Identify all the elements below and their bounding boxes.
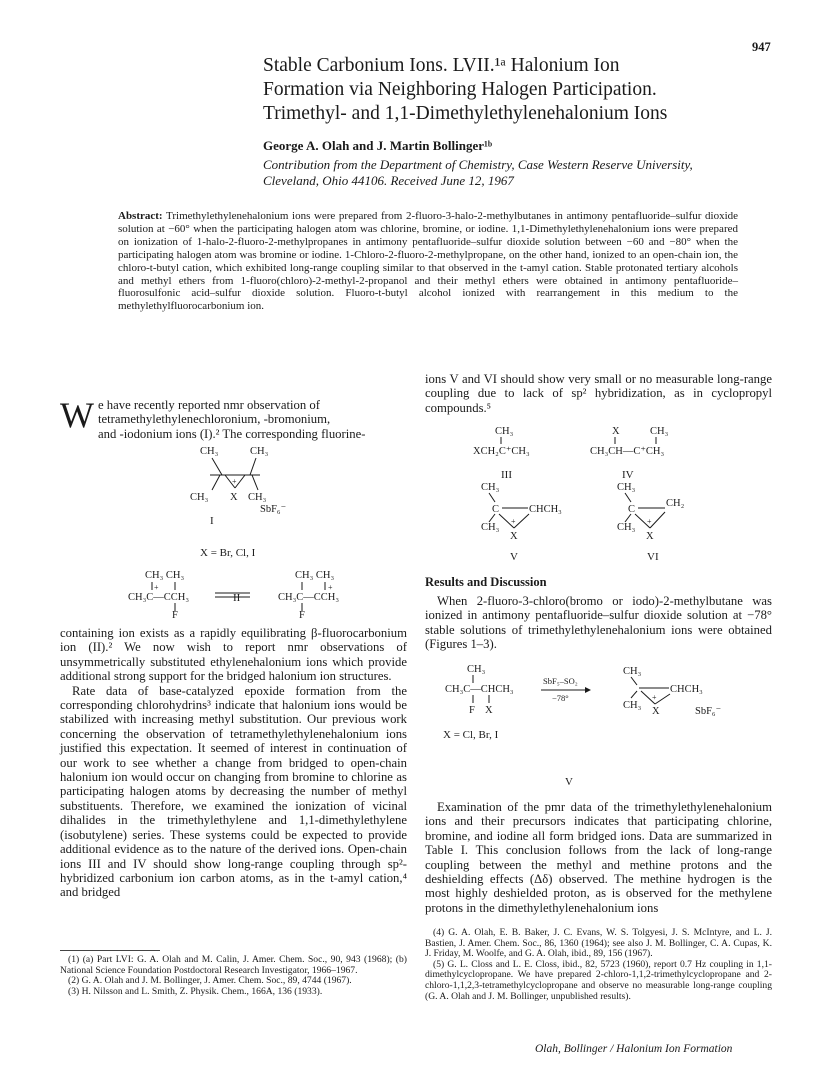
footnote: (2) G. A. Olah and J. M. Bollinger, J. Amer. Chem. Soc., 89, 4744 (1967). [68,975,352,987]
struct-text: X [652,706,660,717]
bond [252,475,258,490]
struct-text: CH₃ [617,482,636,493]
struct-label: III [501,469,512,481]
struct-text: CH₃C—CCH₃ [278,592,340,603]
struct-text: CH₃ CH₃ [145,570,185,581]
structure-I [190,446,286,559]
abstract [118,210,738,313]
footnote: (1) (a) Part LVI: G. A. Olah and M. Calin, J. Amer. Chem. Soc., 90, 943 (1968); (b) National Science Foundation Postdoctoral Research Investigator, 1966–1967. [60,954,407,976]
right-column-discussion [425,800,772,915]
struct-text: X [646,531,654,542]
struct-text: F [469,705,475,716]
page-number: 947 [752,40,771,54]
right-column-intro [425,372,772,415]
struct-text: X [230,492,238,503]
struct-text: + [154,583,159,592]
struct-label: VI [647,551,659,563]
struct-label: II [233,592,241,604]
title-line: Trimethyl- and 1,1-Dimethylethylenehalonium Ions [263,103,668,124]
struct-text: CH₃ [623,700,642,711]
struct-text: SbF₆⁻ [695,706,722,717]
bond [625,493,631,502]
struct-text: CH₃ [481,522,500,533]
struct-text: F [172,610,178,618]
struct-label: IV [622,469,634,481]
bond [655,694,670,704]
article-title [263,54,783,126]
left-column-body [60,626,407,900]
footnote: (5) G. L. Closs and L. E. Closs, ibid., 82, 5723 (1960), report 0.7 Hz coupling in 1,1-dimethylcyclopropane. We have prepared 2-chloro-1,1,2-trimethylcyclopropane and 2-chloro-1,1,2,3-tetramethylcyclopropane and observe no measurable long-range coupling (G. A. Olah and J. M. Bollinger, unpublished results). [425,958,772,1002]
bond [489,514,495,522]
struct-text: CH₃ [200,446,219,457]
struct-text: CHCH₃ [670,684,703,695]
struct-text: CH₃ [467,664,486,675]
struct-text: X = Br, Cl, I [200,547,256,559]
paragraph: Examination of the pmr data of the trimethylethylenehalonium ions and their precursors indicates that participating chlorine, bromine, and iodine all form bridged ions. Data are summarized in Table I. This conclusion follows from the lack of long-range coupling between the methyl and methine protons and the deshielding effects (Δδ) observed. The methine hydrogen is the most highly deshielded proton, as is observed for the methylene protons in the dimethylethylenehalonium ions [425,800,772,915]
struct-text: CH₃ [623,666,642,677]
structure-VI [617,482,685,563]
footnote: (3) H. Nilsson and L. Smith, Z. Physik. Chem., 166A, 136 (1933). [68,985,323,997]
reaction-scheme [425,660,772,788]
struct-text: F [299,610,305,618]
footnote-rule [60,950,160,951]
structure-III [473,426,530,481]
paragraph: Rate data of base-catalyzed epoxide formation from the corresponding chlorohydrins³ indicate that halonium ions would be stabilized with increasing methyl substitution. Our previous work concerning the observation of tetramethylethylenehalonium ions justified this expectation. It seemed of interest in continuation of our work to see whether a change from bridged to open-chain halonium ion would occur on changing from bromine to chlorine as participating halogen atoms by decreasing the number of methyl substituents. Therefore, we examined the ionization of vicinal dihalides in the trimethylethylene and 1,1-dimethylethylene (isobutylene) series. These systems could be expected to provide additional evidence as to the nature of the derived ions. Open-chain ions III and IV should show long-range coupling through sp²-hybridized carbonium ion carbon atoms, as in the t-amyl cation,⁴ and bridged [60,683,407,900]
arrow-head [585,687,591,693]
bond [514,514,529,528]
bond [625,514,631,522]
bond [212,458,222,475]
struct-label: V [565,776,573,788]
title-line: Formation via Neighboring Halogen Participation. [263,79,657,100]
struct-text: CH₃ [481,482,500,493]
structures-III-VI [425,422,772,567]
struct-text: CH₃ [495,426,514,437]
struct-text: SbF₅–SO₂ [543,676,578,686]
struct-text: CH₃ [617,522,636,533]
bond [212,475,220,490]
struct-label: V [510,551,518,563]
section-heading: Results and Discussion [425,575,547,589]
affiliation [263,157,783,189]
intro-line: tetramethylethylenechloronium, -bromonium, [97,412,331,427]
struct-text: X = Cl, Br, I [443,729,499,741]
struct-text: CH₃ [650,426,669,437]
struct-text: CH₃ CH₃ [295,570,335,581]
title-line: Stable Carbonium Ions. LVII.¹ᵃ Halonium Ion [263,55,620,76]
bond [631,691,637,698]
paragraph: When 2-fluoro-3-chloro(bromo or iodo)-2-methylbutane was ionized in antimony pentafluoride–sulfur dioxide solution at −78° stable solutions of trimethylethylenehalonium ions were obtained (Figures 1–3). [425,594,772,652]
struct-text: X [612,426,620,437]
struct-text: X [510,531,518,542]
struct-text: CH₂ [666,498,685,509]
struct-text: CHCH₃ [529,504,562,515]
struct-text: CH₃C—CHCH₃ [445,684,514,695]
affiliation-line: Cleveland, Ohio 44106. Received June 12, 1967 [263,173,514,188]
struct-text: + [232,477,237,486]
struct-label: I [210,515,214,527]
authors: George A. Olah and J. Martin Bollinger¹ᵇ [263,138,493,153]
intro-line: e have recently reported nmr observation of [97,398,320,412]
struct-text: CH₃ [190,492,209,503]
struct-text: + [652,693,657,702]
struct-text: XCH₂C⁺CH₃ [473,446,530,457]
struct-text: CH₃C—CCH₃ [128,592,190,603]
struct-text: −78° [552,693,569,703]
affiliation-line: Contribution from the Department of Chemistry, Case Western Reserve University, [263,157,693,172]
struct-text: CH₃ [248,492,267,503]
footnotes-right [425,928,772,1002]
intro-line: and -iodonium ions (I).² The corresponding fluorine- [97,426,366,441]
abstract-text: Trimethylethylenehalonium ions were prepared from 2-fluoro-3-halo-2-methylbutanes in antimony pentafluoride–sulfur dioxide solution at −60° when the participating halogen atom was chlorine, bromine, or iodine. 1,1-Dimethylethylenehalonium ions were prepared on ionization of 1-halo-2-fluoro-2-methylpropanes in antimony pentafluoride–sulfur dioxide solution between −60 and −80° when the participating halogen atom was bromine or iodine. 1-Chloro-2-fluoro-2-methylpropane, on the other hand, ionized to an open-chain ion, the chloro-t-butyl cation, which exhibited long-range coupling similar to that observed in the t-amyl cation. Stable protonated tertiary alcohols and methyl ethers from 1-fluoro(chloro)-2-methyl-2-propanol and their methyl ethers were obtained in antimony pentafluoride–fluorosulfonic acid–sulfur dioxide solution. Fluoro-t-butyl alcohol ionized with rearrangement in this medium to the methylethylfluorocarbonium ion. [118,210,739,313]
struct-text: + [328,583,333,592]
bond [631,677,637,685]
left-column-intro [60,395,407,441]
struct-text: SbF₆⁻ [260,504,287,515]
running-footer: Olah, Bollinger / Halonium Ion Formation [535,1043,733,1055]
struct-text: + [647,517,652,526]
structure-IV [590,426,669,481]
struct-text: CH₃ [250,446,269,457]
abstract-label: Abstract: [118,210,163,222]
bond [650,512,665,528]
bond [489,493,495,502]
struct-text: C [492,504,500,515]
footnotes-left [60,955,407,997]
footnote: (4) G. A. Olah, E. B. Baker, J. C. Evans, W. S. Tolgyesi, J. S. McIntyre, and L. J. Bastien, J. Amer. Chem. Soc., 86, 1360 (1964); see also J. M. Bollinger, C. A. Cupas, K. J. Friday, M. Woolfe, and G. A. Olah, ibid., 89, 156 (1967). [425,927,772,960]
structure-V [481,482,562,563]
drop-cap: W [60,395,94,435]
right-column-results [425,594,772,652]
struct-text: CH₃CH—C⁺CH₃ [590,446,665,457]
struct-text: C [628,504,636,515]
struct-text: X [485,705,493,716]
paragraph: containing ion exists as a rapidly equilibrating β-fluorocarbonium ion (II).² We now wish to report nmr observations of unsymmetrically substituted ethylenehalonium ions which provide additional strong support for the bridged halonium ion structures. [60,626,407,684]
struct-text: + [511,517,516,526]
paragraph: ions V and VI should show very small or no measurable long-range coupling due to lack of sp² hybridization, as in cyclopropyl compounds.⁵ [425,372,772,415]
bond [250,458,256,475]
